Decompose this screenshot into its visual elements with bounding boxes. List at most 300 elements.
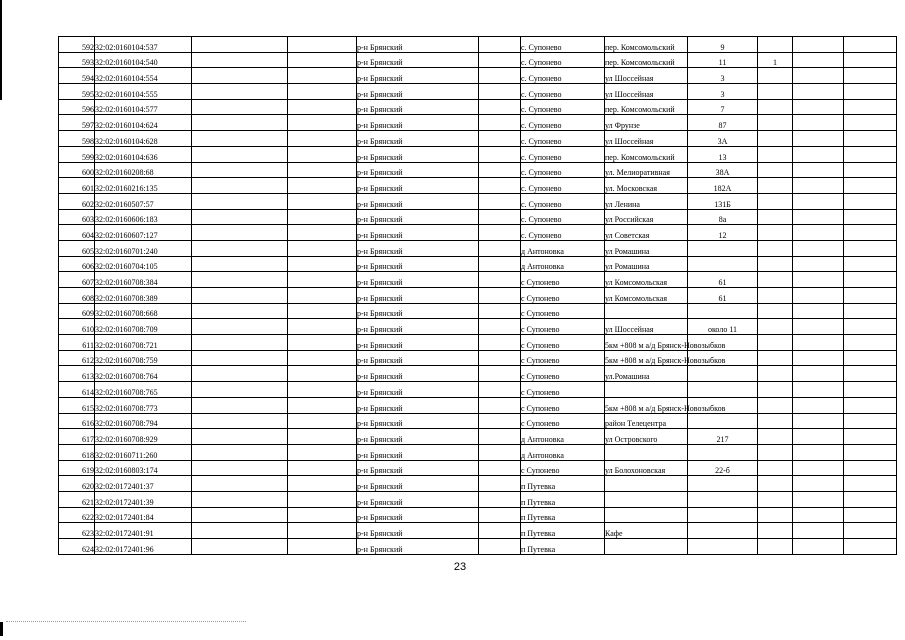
empty-cell	[192, 178, 288, 194]
house-number-cell: 3	[688, 68, 758, 84]
empty-cell	[479, 193, 521, 209]
locality-cell: с Супонево	[521, 460, 605, 476]
street-cell: ул Островского	[605, 429, 688, 445]
table-row	[59, 539, 897, 555]
empty-cell	[479, 225, 521, 241]
row-number-cell: 606	[59, 256, 95, 272]
empty-cell	[793, 444, 844, 460]
empty-cell	[844, 115, 897, 131]
street-cell: ул Ромашина	[605, 240, 688, 256]
empty-cell	[288, 523, 357, 539]
house-number-cell: 38А	[688, 162, 758, 178]
building-cell	[758, 225, 793, 241]
row-number-cell: 599	[59, 146, 95, 162]
street-cell: ул Шоссейная	[605, 319, 688, 335]
house-number-cell: 9	[688, 37, 758, 53]
cadastral-number-cell: 32:02:0160708:709	[95, 319, 192, 335]
empty-cell	[288, 413, 357, 429]
empty-cell	[844, 225, 897, 241]
empty-cell	[479, 99, 521, 115]
cadastral-number-cell: 32:02:0160606:183	[95, 209, 192, 225]
table-row	[59, 523, 897, 539]
cadastral-number-cell: 32:02:0160104:555	[95, 84, 192, 100]
empty-cell	[479, 84, 521, 100]
empty-cell	[479, 131, 521, 147]
empty-cell	[844, 37, 897, 53]
street-cell: ул Шоссейная	[605, 84, 688, 100]
row-number-cell: 594	[59, 68, 95, 84]
empty-cell	[844, 84, 897, 100]
empty-cell	[844, 272, 897, 288]
cadastral-number-cell: 32:02:0160803:174	[95, 460, 192, 476]
table-row	[59, 37, 897, 53]
building-cell	[758, 491, 793, 507]
empty-cell	[793, 491, 844, 507]
row-number-cell: 622	[59, 507, 95, 523]
street-cell: ул Комсомольская	[605, 288, 688, 304]
empty-cell	[288, 429, 357, 445]
empty-cell	[192, 131, 288, 147]
empty-cell	[288, 84, 357, 100]
building-cell	[758, 523, 793, 539]
empty-cell	[844, 350, 897, 366]
empty-cell	[479, 68, 521, 84]
empty-cell	[288, 382, 357, 398]
street-cell: пер. Комсомольский	[605, 37, 688, 53]
empty-cell	[844, 366, 897, 382]
locality-cell: д Антоновка	[521, 429, 605, 445]
building-cell	[758, 240, 793, 256]
building-cell	[758, 413, 793, 429]
district-cell: р-н Брянский	[357, 84, 479, 100]
locality-cell: с Супонево	[521, 272, 605, 288]
empty-cell	[192, 382, 288, 398]
house-number-cell	[688, 491, 758, 507]
house-number-cell: 131Б	[688, 193, 758, 209]
district-cell: р-н Брянский	[357, 99, 479, 115]
empty-cell	[192, 193, 288, 209]
empty-cell	[793, 272, 844, 288]
empty-cell	[793, 37, 844, 53]
street-cell	[605, 303, 688, 319]
district-cell: р-н Брянский	[357, 366, 479, 382]
locality-cell: с Супонево	[521, 350, 605, 366]
building-cell	[758, 146, 793, 162]
locality-cell: д Антоновка	[521, 444, 605, 460]
row-number-cell: 618	[59, 444, 95, 460]
street-cell: пер. Комсомольский	[605, 146, 688, 162]
scan-artifact-line	[6, 621, 246, 622]
empty-cell	[793, 146, 844, 162]
table-row	[59, 413, 897, 429]
empty-cell	[844, 539, 897, 555]
house-number-cell: 22-б	[688, 460, 758, 476]
cadastral-number-cell: 32:02:0172401:39	[95, 491, 192, 507]
empty-cell	[192, 444, 288, 460]
street-cell: 5км +808 м а/д Брянск-Новозыбков	[605, 397, 688, 413]
house-number-cell: 3	[688, 84, 758, 100]
empty-cell	[844, 68, 897, 84]
table-row	[59, 240, 897, 256]
locality-cell: д Антоновка	[521, 256, 605, 272]
cadastral-number-cell: 32:02:0160708:764	[95, 366, 192, 382]
district-cell: р-н Брянский	[357, 178, 479, 194]
building-cell	[758, 507, 793, 523]
empty-cell	[192, 115, 288, 131]
empty-cell	[479, 288, 521, 304]
empty-cell	[844, 288, 897, 304]
locality-cell: с Супонево	[521, 303, 605, 319]
table-row	[59, 193, 897, 209]
table-row	[59, 209, 897, 225]
empty-cell	[793, 240, 844, 256]
scan-corner-mark	[0, 622, 3, 636]
empty-cell	[479, 523, 521, 539]
house-number-cell	[688, 382, 758, 398]
building-cell	[758, 272, 793, 288]
empty-cell	[844, 491, 897, 507]
row-number-cell: 617	[59, 429, 95, 445]
district-cell: р-н Брянский	[357, 256, 479, 272]
row-number-cell: 598	[59, 131, 95, 147]
empty-cell	[192, 507, 288, 523]
empty-cell	[793, 193, 844, 209]
table-row	[59, 444, 897, 460]
empty-cell	[192, 366, 288, 382]
empty-cell	[192, 303, 288, 319]
cadastral-number-cell: 32:02:0172401:84	[95, 507, 192, 523]
empty-cell	[793, 115, 844, 131]
empty-cell	[192, 491, 288, 507]
building-cell	[758, 335, 793, 351]
street-cell: район Телецентра	[605, 413, 688, 429]
empty-cell	[844, 397, 897, 413]
cadastral-number-cell: 32:02:0160104:577	[95, 99, 192, 115]
empty-cell	[288, 162, 357, 178]
building-cell	[758, 397, 793, 413]
district-cell: р-н Брянский	[357, 491, 479, 507]
empty-cell	[192, 68, 288, 84]
table-row	[59, 491, 897, 507]
locality-cell: с. Супонево	[521, 225, 605, 241]
district-cell: р-н Брянский	[357, 162, 479, 178]
street-cell: ул Шоссейная	[605, 131, 688, 147]
empty-cell	[479, 366, 521, 382]
street-cell	[605, 507, 688, 523]
building-cell	[758, 115, 793, 131]
locality-cell: с. Супонево	[521, 52, 605, 68]
row-number-cell: 616	[59, 413, 95, 429]
row-number-cell: 620	[59, 476, 95, 492]
empty-cell	[844, 256, 897, 272]
row-number-cell: 597	[59, 115, 95, 131]
house-number-cell: 12	[688, 225, 758, 241]
locality-cell: с Супонево	[521, 397, 605, 413]
building-cell	[758, 37, 793, 53]
table-row	[59, 146, 897, 162]
register-table-body	[59, 37, 897, 555]
street-cell: ул Советская	[605, 225, 688, 241]
building-cell	[758, 382, 793, 398]
empty-cell	[844, 209, 897, 225]
empty-cell	[844, 131, 897, 147]
empty-cell	[479, 539, 521, 555]
street-cell	[605, 382, 688, 398]
locality-cell: с Супонево	[521, 413, 605, 429]
district-cell: р-н Брянский	[357, 507, 479, 523]
district-cell: р-н Брянский	[357, 68, 479, 84]
district-cell: р-н Брянский	[357, 288, 479, 304]
empty-cell	[479, 382, 521, 398]
street-cell: 5км +808 м а/д Брянск-Новозыбков	[605, 335, 688, 351]
street-cell: ул Комсомольская	[605, 272, 688, 288]
house-number-cell: 13	[688, 146, 758, 162]
empty-cell	[479, 476, 521, 492]
street-cell: ул.Ромашина	[605, 366, 688, 382]
cadastral-number-cell: 32:02:0160708:765	[95, 382, 192, 398]
empty-cell	[288, 256, 357, 272]
table-row	[59, 99, 897, 115]
empty-cell	[844, 319, 897, 335]
empty-cell	[192, 460, 288, 476]
building-cell	[758, 68, 793, 84]
locality-cell: п Путевка	[521, 523, 605, 539]
empty-cell	[288, 491, 357, 507]
empty-cell	[288, 131, 357, 147]
house-number-cell	[688, 476, 758, 492]
empty-cell	[288, 350, 357, 366]
empty-cell	[793, 523, 844, 539]
empty-cell	[793, 68, 844, 84]
empty-cell	[479, 256, 521, 272]
building-cell	[758, 350, 793, 366]
locality-cell: с Супонево	[521, 335, 605, 351]
cadastral-number-cell: 32:02:0160104:624	[95, 115, 192, 131]
row-number-cell: 623	[59, 523, 95, 539]
empty-cell	[288, 115, 357, 131]
cadastral-number-cell: 32:02:0160701:240	[95, 240, 192, 256]
cadastral-number-cell: 32:02:0160708:721	[95, 335, 192, 351]
table-row	[59, 178, 897, 194]
building-cell	[758, 256, 793, 272]
cadastral-number-cell: 32:02:0160708:389	[95, 288, 192, 304]
district-cell: р-н Брянский	[357, 131, 479, 147]
empty-cell	[192, 335, 288, 351]
row-number-cell: 603	[59, 209, 95, 225]
row-number-cell: 612	[59, 350, 95, 366]
empty-cell	[288, 539, 357, 555]
building-cell	[758, 131, 793, 147]
empty-cell	[192, 272, 288, 288]
locality-cell: д Антоновка	[521, 240, 605, 256]
empty-cell	[479, 397, 521, 413]
table-row	[59, 288, 897, 304]
street-cell: пер. Комсомольский	[605, 99, 688, 115]
building-cell	[758, 162, 793, 178]
cadastral-number-cell: 32:02:0160708:929	[95, 429, 192, 445]
empty-cell	[192, 209, 288, 225]
empty-cell	[793, 131, 844, 147]
district-cell: р-н Брянский	[357, 460, 479, 476]
cadastral-number-cell: 32:02:0160708:759	[95, 350, 192, 366]
empty-cell	[192, 240, 288, 256]
empty-cell	[288, 507, 357, 523]
empty-cell	[793, 460, 844, 476]
house-number-cell: 11	[688, 52, 758, 68]
house-number-cell	[688, 366, 758, 382]
locality-cell: п Путевка	[521, 491, 605, 507]
building-cell	[758, 444, 793, 460]
empty-cell	[192, 429, 288, 445]
building-cell	[758, 429, 793, 445]
table-row	[59, 429, 897, 445]
row-number-cell: 600	[59, 162, 95, 178]
empty-cell	[479, 209, 521, 225]
empty-cell	[793, 350, 844, 366]
cadastral-number-cell: 32:02:0160708:384	[95, 272, 192, 288]
cadastral-number-cell: 32:02:0160104:554	[95, 68, 192, 84]
empty-cell	[192, 99, 288, 115]
locality-cell: с. Супонево	[521, 68, 605, 84]
table-row	[59, 68, 897, 84]
building-cell	[758, 193, 793, 209]
row-number-cell: 593	[59, 52, 95, 68]
house-number-cell	[688, 444, 758, 460]
row-number-cell: 608	[59, 288, 95, 304]
row-number-cell: 611	[59, 335, 95, 351]
street-cell: 5км +808 м а/д Брянск-Новозыбков	[605, 350, 688, 366]
table-row	[59, 131, 897, 147]
empty-cell	[793, 539, 844, 555]
empty-cell	[844, 523, 897, 539]
district-cell: р-н Брянский	[357, 523, 479, 539]
empty-cell	[844, 162, 897, 178]
district-cell: р-н Брянский	[357, 209, 479, 225]
row-number-cell: 601	[59, 178, 95, 194]
house-number-cell: 217	[688, 429, 758, 445]
house-number-cell	[688, 507, 758, 523]
cadastral-number-cell: 32:02:0160708:668	[95, 303, 192, 319]
street-cell	[605, 539, 688, 555]
locality-cell: с Супонево	[521, 382, 605, 398]
table-row	[59, 256, 897, 272]
building-cell	[758, 178, 793, 194]
street-cell: ул Ленина	[605, 193, 688, 209]
table-row	[59, 115, 897, 131]
empty-cell	[288, 288, 357, 304]
house-number-cell: 182А	[688, 178, 758, 194]
locality-cell: с Супонево	[521, 366, 605, 382]
empty-cell	[479, 52, 521, 68]
cadastral-number-cell: 32:02:0172401:96	[95, 539, 192, 555]
empty-cell	[288, 178, 357, 194]
empty-cell	[479, 162, 521, 178]
table-row	[59, 460, 897, 476]
locality-cell: с. Супонево	[521, 37, 605, 53]
empty-cell	[793, 429, 844, 445]
empty-cell	[844, 146, 897, 162]
locality-cell: с. Супонево	[521, 193, 605, 209]
empty-cell	[793, 52, 844, 68]
empty-cell	[288, 209, 357, 225]
empty-cell	[192, 84, 288, 100]
empty-cell	[793, 413, 844, 429]
empty-cell	[288, 193, 357, 209]
table-row	[59, 382, 897, 398]
table-row	[59, 84, 897, 100]
empty-cell	[479, 37, 521, 53]
cadastral-number-cell: 32:02:0160104:537	[95, 37, 192, 53]
building-cell	[758, 84, 793, 100]
empty-cell	[192, 413, 288, 429]
empty-cell	[479, 429, 521, 445]
empty-cell	[192, 37, 288, 53]
cadastral-number-cell: 32:02:0160104:628	[95, 131, 192, 147]
house-number-cell	[688, 523, 758, 539]
empty-cell	[844, 382, 897, 398]
cadastral-number-cell: 32:02:0160607:127	[95, 225, 192, 241]
empty-cell	[192, 539, 288, 555]
empty-cell	[479, 507, 521, 523]
empty-cell	[288, 240, 357, 256]
row-number-cell: 607	[59, 272, 95, 288]
building-cell	[758, 476, 793, 492]
empty-cell	[793, 178, 844, 194]
house-number-cell	[688, 413, 758, 429]
building-cell: 1	[758, 52, 793, 68]
table-row	[59, 476, 897, 492]
locality-cell: с Супонево	[521, 288, 605, 304]
street-cell	[605, 476, 688, 492]
locality-cell: с. Супонево	[521, 131, 605, 147]
empty-cell	[844, 444, 897, 460]
empty-cell	[479, 444, 521, 460]
empty-cell	[192, 350, 288, 366]
district-cell: р-н Брянский	[357, 225, 479, 241]
district-cell: р-н Брянский	[357, 397, 479, 413]
table-row	[59, 272, 897, 288]
locality-cell: п Путевка	[521, 539, 605, 555]
empty-cell	[288, 366, 357, 382]
empty-cell	[844, 178, 897, 194]
district-cell: р-н Брянский	[357, 319, 479, 335]
empty-cell	[192, 52, 288, 68]
locality-cell: с. Супонево	[521, 115, 605, 131]
empty-cell	[793, 507, 844, 523]
empty-cell	[288, 52, 357, 68]
empty-cell	[288, 397, 357, 413]
empty-cell	[844, 303, 897, 319]
empty-cell	[192, 319, 288, 335]
cadastral-number-cell: 32:02:0160507:57	[95, 193, 192, 209]
empty-cell	[479, 115, 521, 131]
empty-cell	[793, 288, 844, 304]
empty-cell	[288, 319, 357, 335]
cadastral-number-cell: 32:02:0172401:91	[95, 523, 192, 539]
empty-cell	[288, 99, 357, 115]
row-number-cell: 613	[59, 366, 95, 382]
empty-cell	[479, 319, 521, 335]
empty-cell	[793, 99, 844, 115]
street-cell: ул Шоссейная	[605, 68, 688, 84]
building-cell	[758, 366, 793, 382]
empty-cell	[288, 476, 357, 492]
empty-cell	[288, 303, 357, 319]
locality-cell: с. Супонево	[521, 178, 605, 194]
empty-cell	[479, 178, 521, 194]
empty-cell	[793, 397, 844, 413]
house-number-cell	[688, 303, 758, 319]
